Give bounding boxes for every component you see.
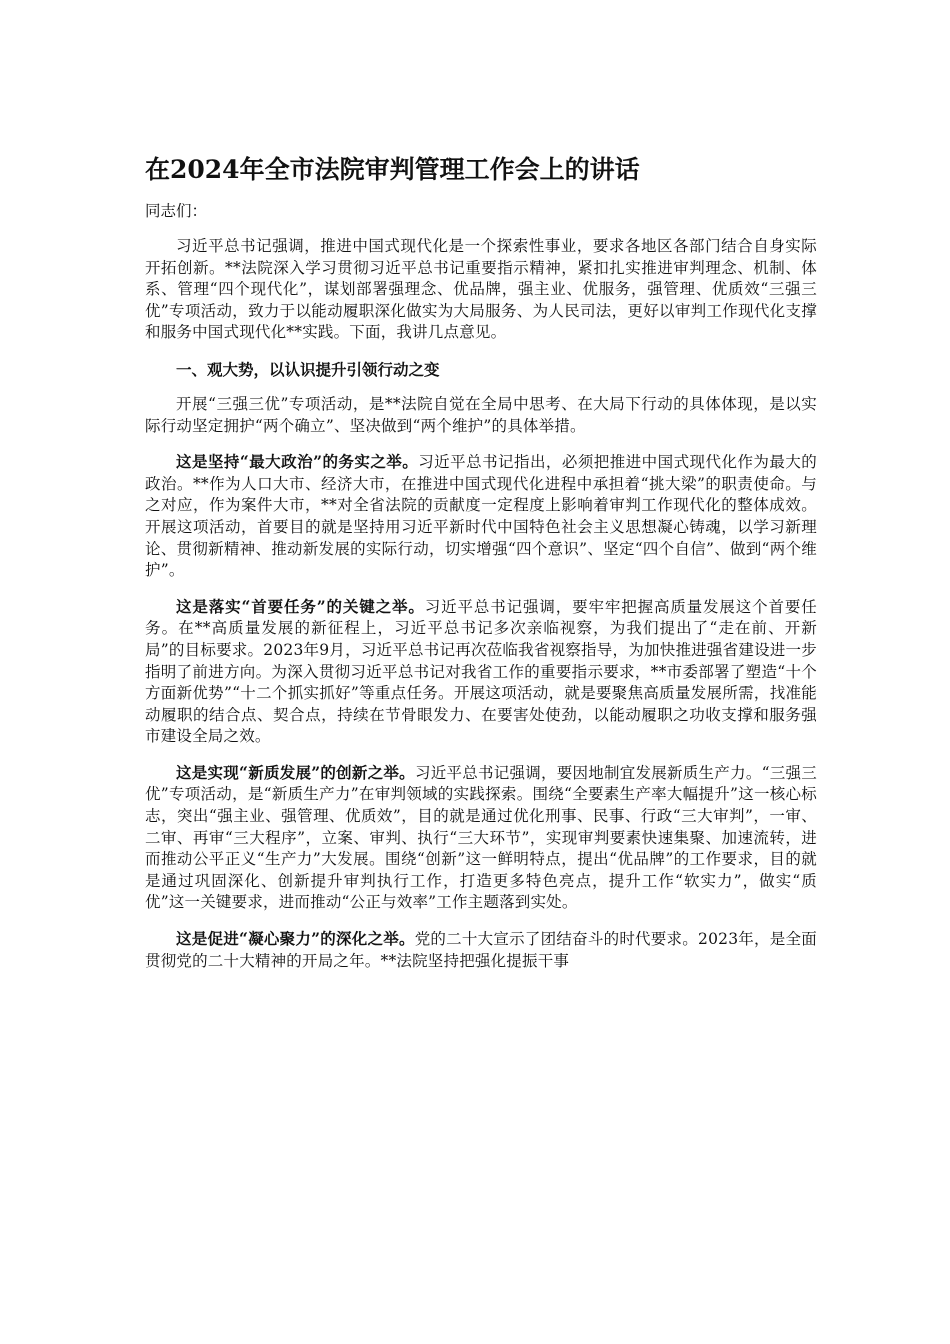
intro-paragraph: 习近平总书记强调，推进中国式现代化是一个探索性事业，要求各地区各部门结合自身实际开拓创新。**法院深入学习贯彻习近平总书记重要指示精神，紧扣扎实推进审判理念、机制、体系、管理“四个现代化”，谋划部署强理念、优品牌，强主业、优服务，强管理、优质效“三强三优”专项活动，致力于以能动履职深化做实为大局服务、为人民司法，更好以审判工作现代化支撑和服务中国式现代化**实践。下面，我讲几点意见。 — [145, 237, 817, 342]
section-heading: 一、观大势，以认识提升引领行动之变 — [176, 359, 440, 379]
point-paragraph — [145, 928, 817, 972]
point-body: 习近平总书记强调，要因地制宜发展新质生产力。“三强三优”专项活动，是“新质生产力”在审判领域的实践探索。围绕“全要素生产率大幅提升”这一核心标志，突出“强主业、强管理、优质效”，目的就是通过优化刑事、民事、行政“三大审判”，一审、二审、再审“三大程序”，立案、审判、执行“三大环节”，实现审判要素快速集聚、加速流转，进而推动公平正义“生产力”大发展。围绕“创新”这一鲜明特点，提出“优品牌”的工作要求，目的就是通过巩固深化、创新提升审判执行工作，打造更多特色亮点，提升工作“软实力”，做实“质优”这一关键要求，进而推动“公正与效率”工作主题落到实处。 — [145, 763, 817, 912]
point-paragraph — [145, 762, 817, 914]
point-paragraph — [145, 596, 817, 748]
page-title: 在2024年全市法院审判管理工作会上的讲话 — [145, 155, 640, 184]
point-body: 习近平总书记强调，要牢牢把握高质量发展这个首要任务。在**高质量发展的新征程上，习近平总书记多次亲临视察，为我们提出了“走在前、开新局”的目标要求。2023年9月，习近平总书记再次莅临我省视察指导，为加快推进强省建设进一步指明了前进方向。为深入贯彻习近平总书记对我省工作的重要指示要求，**市委部署了塑造“十个方面新优势”“十二个抓实抓好”等重点任务。开展这项活动，就是要聚焦高质量发展所需，找准能动履职的结合点、契合点，持续在节骨眼发力、在要害处使劲，以能动履职之功收支撑和服务强市建设全局之效。 — [145, 597, 817, 746]
section-intro-paragraph: 开展“三强三优”专项活动，是**法院自觉在全局中思考、在大局下行动的具体体现，是以实际行动坚定拥护“两个确立”、坚决做到“两个维护”的具体举措。 — [145, 394, 817, 435]
point-lead: 这是落实“首要任务”的关键之举。 — [176, 596, 425, 616]
point-lead: 这是坚持“最大政治”的务实之举。 — [176, 452, 419, 472]
salutation: 同志们： — [145, 202, 208, 220]
point-paragraph — [145, 451, 817, 582]
point-body: 党的二十大宣示了团结奋斗的时代要求。2023年，是全面贯彻党的二十大精神的开局之年。**法院坚持把强化提振干事 — [145, 930, 817, 970]
point-lead: 这是实现“新质发展”的创新之举。 — [176, 762, 415, 782]
point-body: 习近平总书记指出，必须把推进中国式现代化作为最大的政治。**作为人口大市、经济大市，在推进中国式现代化进程中承担着“挑大梁”的职责使命。与之对应，作为案件大市，**对全省法院的贡献度一定程度上影响着审判工作现代化的整体成效。开展这项活动，首要目的就是坚持用习近平新时代中国特色社会主义思想凝心铸魂，以学习新理论、贯彻新精神、推动新发展的实际行动，切实增强“四个意识”、坚定“四个自信”、做到“两个维护”。 — [145, 453, 817, 580]
point-lead: 这是促进“凝心聚力”的深化之举。 — [176, 929, 415, 949]
document-page — [145, 148, 817, 980]
